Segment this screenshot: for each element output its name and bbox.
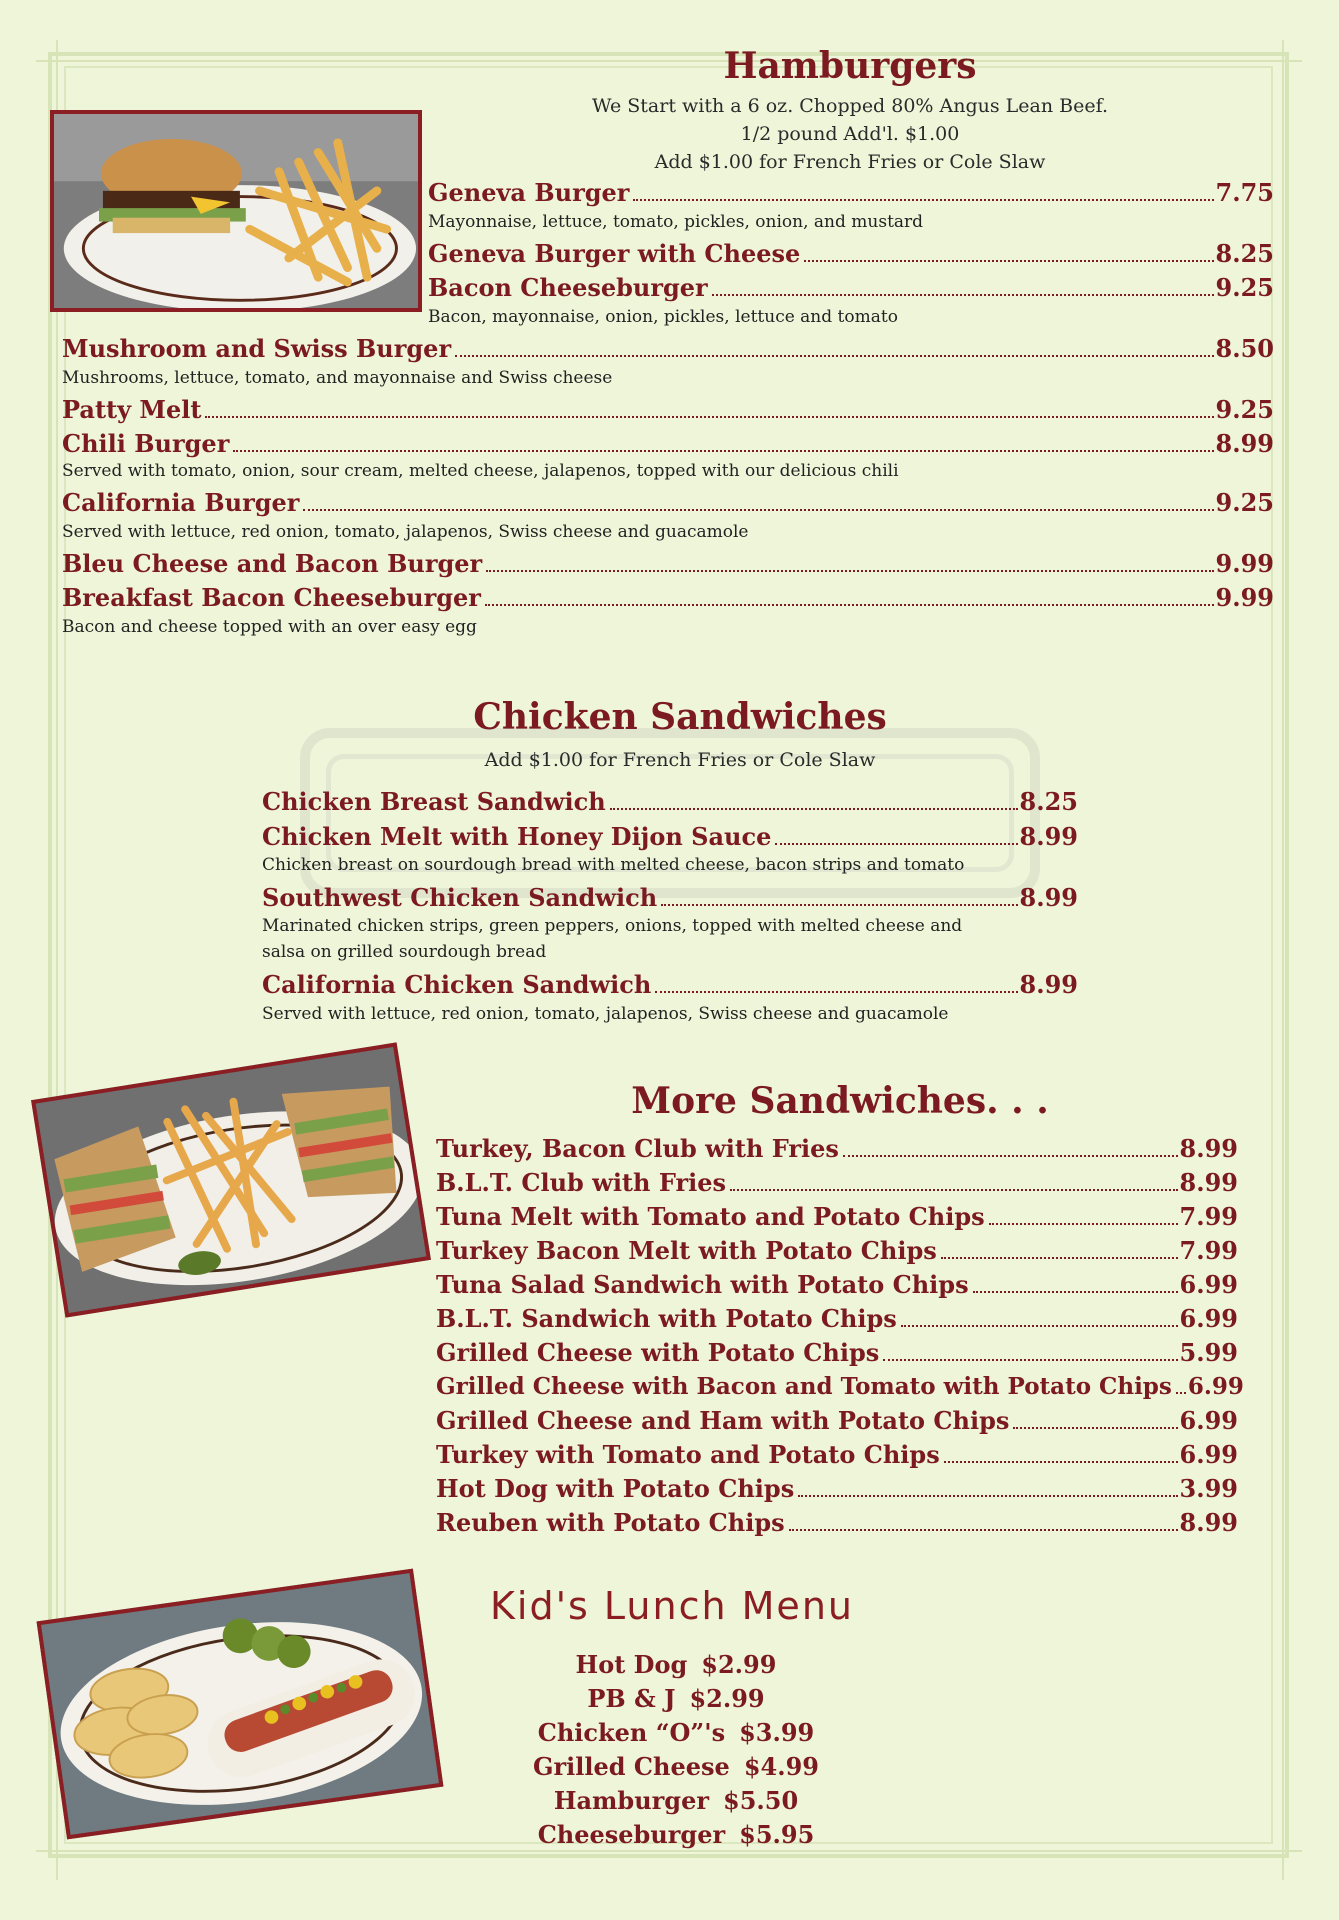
item-description: Bacon, mayonnaise, onion, pickles, lettuce and tomato bbox=[428, 307, 898, 327]
menu-item: Turkey Bacon Melt with Potato Chips 7.99 bbox=[436, 1236, 1238, 1265]
more-sandwiches-heading: More Sandwiches. . . bbox=[631, 1080, 1049, 1122]
frame-line bbox=[56, 40, 58, 1880]
menu-item: Chicken Melt with Honey Dijon Sauce 8.99 bbox=[262, 822, 1078, 851]
item-description: Chicken breast on sourdough bread with melted cheese, bacon strips and tomato bbox=[262, 855, 965, 875]
chicken-heading: Chicken Sandwiches bbox=[473, 696, 887, 738]
item-description: Bacon and cheese topped with an over easy egg bbox=[62, 617, 477, 637]
menu-item: Bacon Cheeseburger 9.25 bbox=[428, 273, 1274, 302]
kids-menu-heading: Kid's Lunch Menu bbox=[490, 1584, 854, 1628]
menu-item: Tuna Melt with Tomato and Potato Chips 7.99 bbox=[436, 1202, 1238, 1231]
kids-menu-item: PB & J $2.99 bbox=[587, 1684, 765, 1713]
menu-item: Mushroom and Swiss Burger 8.50 bbox=[62, 334, 1274, 363]
menu-item: Grilled Cheese with Bacon and Tomato with Potato Chips 6.99 bbox=[436, 1373, 1244, 1400]
item-description: Mushrooms, lettuce, tomato, and mayonnaise and Swiss cheese bbox=[62, 368, 613, 388]
menu-item: Patty Melt 9.25 bbox=[62, 395, 1274, 424]
item-description: Marinated chicken strips, green peppers, onions, topped with melted cheese and bbox=[262, 916, 963, 936]
kids-menu-item: Cheeseburger $5.95 bbox=[537, 1820, 815, 1849]
item-description: Served with tomato, onion, sour cream, melted cheese, jalapenos, topped with our delicious chili bbox=[62, 461, 899, 481]
menu-item: Geneva Burger with Cheese 8.25 bbox=[428, 239, 1274, 268]
chicken-note: Add $1.00 for French Fries or Cole Slaw bbox=[484, 749, 876, 771]
menu-item: Turkey with Tomato and Potato Chips 6.99 bbox=[436, 1440, 1238, 1469]
item-description: Mayonnaise, lettuce, tomato, pickles, onion, and mustard bbox=[428, 212, 924, 232]
menu-item: Southwest Chicken Sandwich 8.99 bbox=[262, 883, 1078, 912]
frame-line bbox=[1282, 40, 1284, 1880]
kids-menu-item: Chicken “O”'s $3.99 bbox=[537, 1718, 815, 1747]
hamburgers-note: Add $1.00 for French Fries or Cole Slaw bbox=[654, 151, 1046, 173]
burger-photo bbox=[50, 110, 422, 312]
item-description: salsa on grilled sourdough bread bbox=[262, 942, 547, 962]
menu-item: Chili Burger 8.99 bbox=[62, 429, 1274, 458]
menu-item: Turkey, Bacon Club with Fries 8.99 bbox=[436, 1134, 1238, 1163]
menu-item: California Chicken Sandwich 8.99 bbox=[262, 970, 1078, 999]
menu-item: Grilled Cheese with Potato Chips 5.99 bbox=[436, 1338, 1238, 1367]
item-description: Served with lettuce, red onion, tomato, jalapenos, Swiss cheese and guacamole bbox=[262, 1004, 949, 1024]
menu-item: Breakfast Bacon Cheeseburger 9.99 bbox=[62, 583, 1274, 612]
menu-item: Hot Dog with Potato Chips 3.99 bbox=[436, 1474, 1238, 1503]
menu-item: Tuna Salad Sandwich with Potato Chips 6.99 bbox=[436, 1270, 1238, 1299]
hamburgers-heading: Hamburgers bbox=[723, 45, 977, 87]
menu-item: California Burger 9.25 bbox=[62, 488, 1274, 517]
menu-item: Grilled Cheese and Ham with Potato Chips 6.99 bbox=[436, 1406, 1238, 1435]
menu-item: Chicken Breast Sandwich 8.25 bbox=[262, 787, 1078, 816]
frame-line bbox=[36, 60, 1302, 62]
kids-menu-item: Grilled Cheese $4.99 bbox=[533, 1752, 819, 1781]
kids-menu-item: Hamburger $5.50 bbox=[553, 1786, 799, 1815]
menu-item: Geneva Burger 7.75 bbox=[428, 178, 1274, 207]
item-description: Served with lettuce, red onion, tomato, jalapenos, Swiss cheese and guacamole bbox=[62, 522, 749, 542]
kids-menu-item: Hot Dog $2.99 bbox=[575, 1650, 777, 1679]
menu-item: B.L.T. Sandwich with Potato Chips 6.99 bbox=[436, 1304, 1238, 1333]
hamburgers-note: We Start with a 6 oz. Chopped 80% Angus Lean Beef. bbox=[592, 95, 1108, 117]
menu-item: Bleu Cheese and Bacon Burger 9.99 bbox=[62, 549, 1274, 578]
menu-item: B.L.T. Club with Fries 8.99 bbox=[436, 1168, 1238, 1197]
menu-item: Reuben with Potato Chips 8.99 bbox=[436, 1508, 1238, 1537]
hamburgers-note: 1/2 pound Add'l. $1.00 bbox=[740, 123, 960, 145]
